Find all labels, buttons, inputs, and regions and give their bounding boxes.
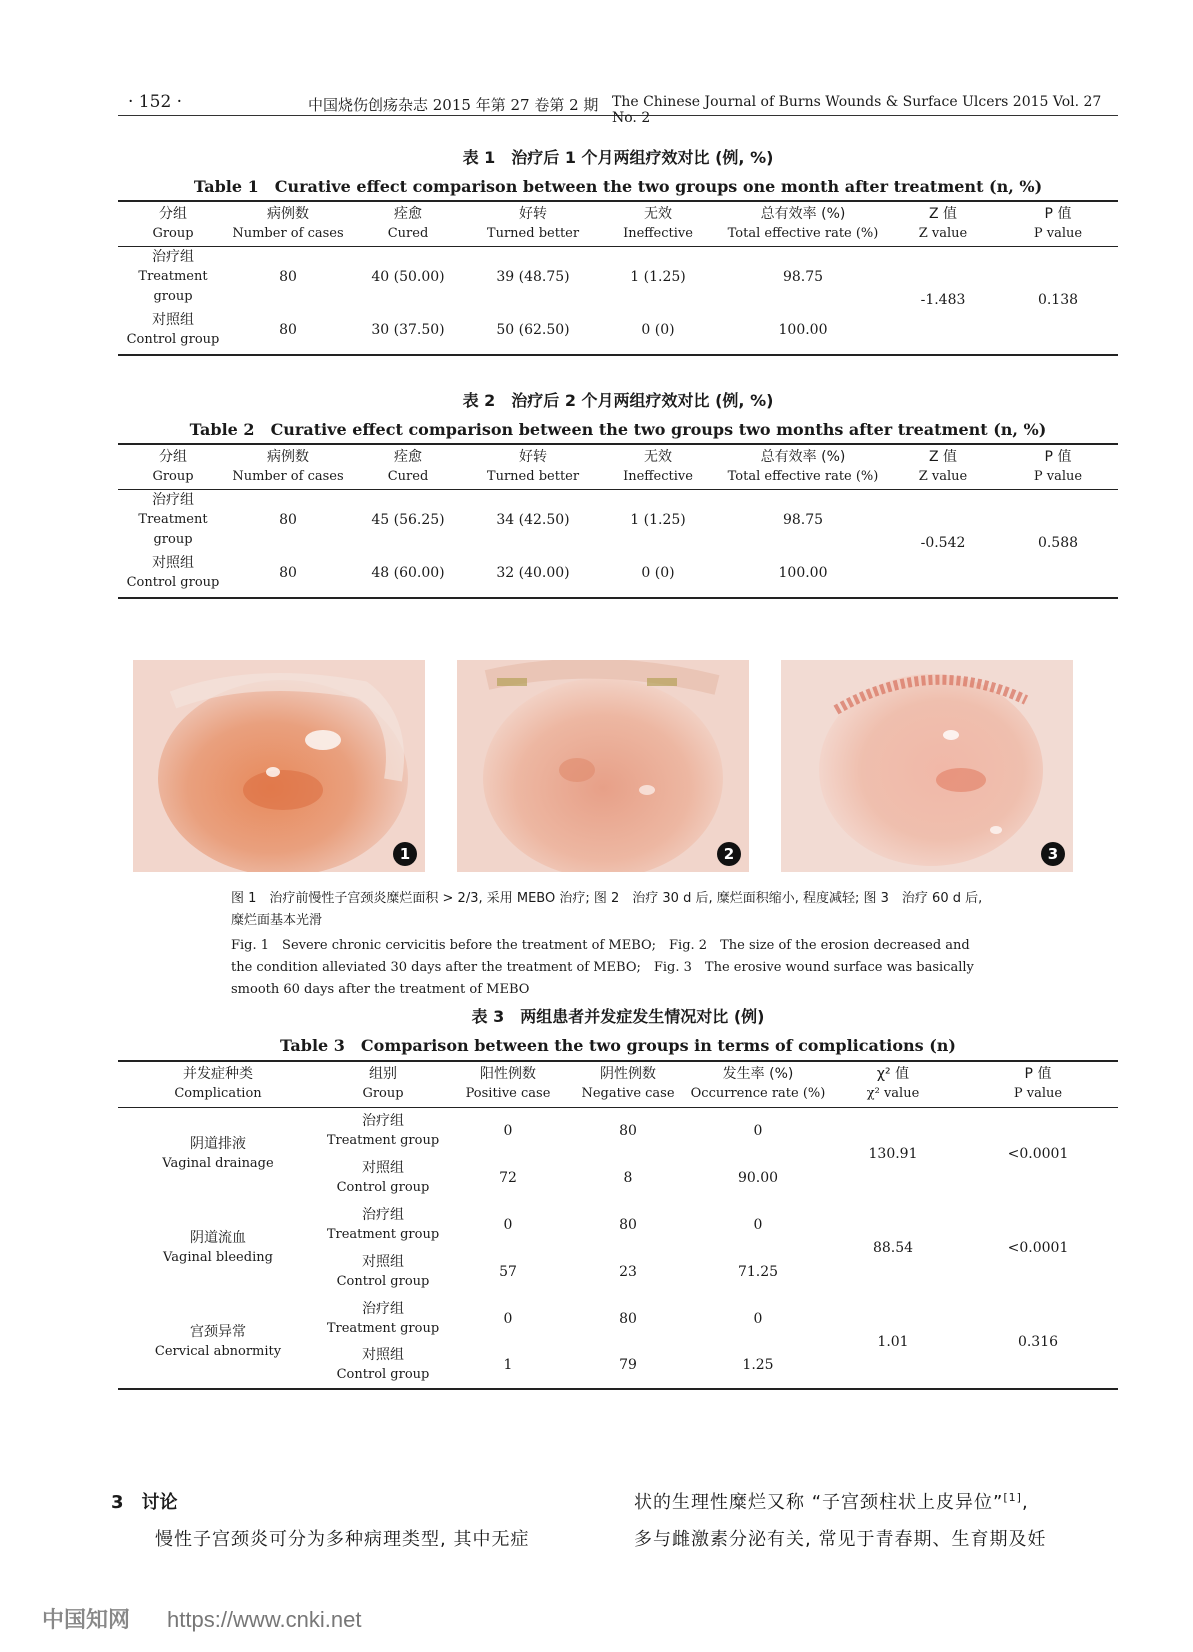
table2 xyxy=(118,443,1118,599)
t1-header-p: P 值 P value xyxy=(1033,205,1083,241)
t1-header-group: 分组 Group xyxy=(152,205,194,241)
table-row: 对照组 Control group 72 8 90.00 xyxy=(336,1159,779,1195)
t3-header-chi: χ² 值 χ² value xyxy=(866,1066,920,1102)
figure-3-photo xyxy=(781,660,1073,872)
table-row: 阴道排液 Vaginal drainage 治疗组 Treatment group 0 80 0 130.91 <0.0001 xyxy=(162,1112,1069,1172)
t3-header-group: 组别 Group xyxy=(362,1066,404,1102)
t2-header-z: Z 值 Z value xyxy=(918,448,968,484)
figure-2-label: 2 xyxy=(717,842,741,866)
table3-caption-en: Table 3 Comparison between the two groups in terms of complications (n) xyxy=(280,1036,956,1055)
figure-caption-en: Fig. 1 Severe chronic cervicitis before the treatment of MEBO; Fig. 2 The size of the erosion decreased and the condition alleviated 30 days after the treatment of MEBO; Fig. 3 The erosive wound surface was basically smooth 60 days after the treatment of MEBO xyxy=(231,938,974,997)
table1 xyxy=(118,200,1118,356)
body-text-right-2: 多与雌激素分泌有关, 常见于青春期、生育期及妊 xyxy=(634,1529,1047,1550)
table-row: 宫颈异常 Cervical abnormity 治疗组 Treatment group 0 80 0 1.01 0.316 xyxy=(154,1300,1059,1359)
t1-z-value: -1.483 xyxy=(920,292,966,308)
t3-header-complication: 并发症种类 Complication xyxy=(174,1066,262,1102)
t1-header-ineffective: 无效 Ineffective xyxy=(623,205,693,241)
t2-header-cured: 痊愈 Cured xyxy=(387,448,429,484)
t1-header-total: 总有效率 (%) Total effective rate (%) xyxy=(727,205,879,241)
t2-header-group: 分组 Group xyxy=(152,448,194,484)
t2-header-cases: 病例数 Number of cases xyxy=(232,448,344,484)
table-row: 治疗组 Treatment group 80 45 (56.25) 34 (42.50) 1 (1.25) 98.75 -0.542 0.588 xyxy=(118,489,1118,550)
citation-ref[interactable]: [1] xyxy=(1003,1491,1022,1504)
section-heading-discussion: 3 讨论 xyxy=(111,1492,178,1513)
table-row: 对照组 Control group 80 30 (37.50) 50 (62.50) 0 (0) 100.00 xyxy=(126,312,828,347)
cnki-watermark xyxy=(42,1603,361,1634)
t1-p-value: 0.138 xyxy=(1037,292,1079,308)
t2-header-p: P 值 P value xyxy=(1033,448,1083,484)
table3-caption-cn: 表 3 两组患者并发症发生情况对比 (例) xyxy=(471,1007,765,1026)
body-text-left: 慢性子宫颈炎可分为多种病理类型, 其中无症 xyxy=(155,1529,530,1550)
t2-header-better: 好转 Turned better xyxy=(486,448,580,484)
table-row: 对照组 Control group 57 23 71.25 xyxy=(336,1253,779,1289)
table1-caption-cn: 表 1 治疗后 1 个月两组疗效对比 (例, %) xyxy=(462,148,774,167)
figure-caption-cn: 图 1 治疗前慢性子宫颈炎糜烂面积 > 2/3, 采用 MEBO 治疗; 图 2 治疗 30 d 后, 糜烂面积缩小, 程度减轻; 图 3 治疗 60 d 后, 糜烂面基本光滑 xyxy=(231,891,983,928)
journal-title-cn: 中国烧伤创疡杂志 2015 年第 27 卷第 2 期 xyxy=(308,96,599,114)
running-header xyxy=(118,92,1118,126)
figure-2-photo xyxy=(457,660,749,872)
table3 xyxy=(118,1060,1118,1390)
table-row: 治疗组 Treatment group 80 40 (50.00) 39 (48.75) 1 (1.25) 98.75 -1.483 0.138 xyxy=(118,246,1118,307)
body-text-right-1: 状的生理性糜烂又称 “子宫颈柱状上皮异位”[1], xyxy=(634,1491,1029,1513)
table2-caption-en: Table 2 Curative effect comparison between the two groups two months after treatment (n, %) xyxy=(189,420,1047,439)
cnki-logo: 中国知网 xyxy=(42,1608,131,1633)
table-row: 阴道流血 Vaginal bleeding 治疗组 Treatment group 0 80 0 88.54 <0.0001 xyxy=(163,1206,1069,1265)
t3-header-positive: 阳性例数 Positive case xyxy=(465,1066,551,1102)
figure-row xyxy=(133,660,1103,872)
t1-header-cured: 痊愈 Cured xyxy=(387,205,429,241)
t1-header-z: Z 值 Z value xyxy=(918,205,968,241)
t3-header-p: P 值 P value xyxy=(1013,1066,1063,1102)
figure-1-label: 1 xyxy=(393,842,417,866)
figure-1-photo xyxy=(133,660,425,872)
page-number: · 152 · xyxy=(128,92,183,112)
t1-header-cases: 病例数 Number of cases xyxy=(232,205,344,241)
t3-header-negative: 阴性例数 Negative case xyxy=(581,1066,675,1102)
t2-z-value: -0.542 xyxy=(920,535,966,551)
t2-header-total: 总有效率 (%) Total effective rate (%) xyxy=(727,448,879,484)
t2-header-ineffective: 无效 Ineffective xyxy=(623,448,693,484)
t3-header-rate: 发生率 (%) Occurrence rate (%) xyxy=(690,1066,826,1102)
table-row: 对照组 Control group 80 48 (60.00) 32 (40.00) 0 (0) 100.00 xyxy=(126,555,828,590)
table2-caption-cn: 表 2 治疗后 2 个月两组疗效对比 (例, %) xyxy=(462,391,774,410)
table-row: 对照组 Control group 1 79 1.25 xyxy=(336,1347,774,1382)
t1-header-better: 好转 Turned better xyxy=(486,205,580,241)
cnki-url[interactable]: https://www.cnki.net xyxy=(167,1607,362,1632)
t2-p-value: 0.588 xyxy=(1037,535,1079,551)
journal-title-en: The Chinese Journal of Burns Wounds & Surface Ulcers 2015 Vol. 27 No. 2 xyxy=(612,94,1102,126)
figure-3-label: 3 xyxy=(1041,842,1065,866)
table1-caption-en: Table 1 Curative effect comparison between the two groups one month after treatment (n, %) xyxy=(193,177,1043,196)
